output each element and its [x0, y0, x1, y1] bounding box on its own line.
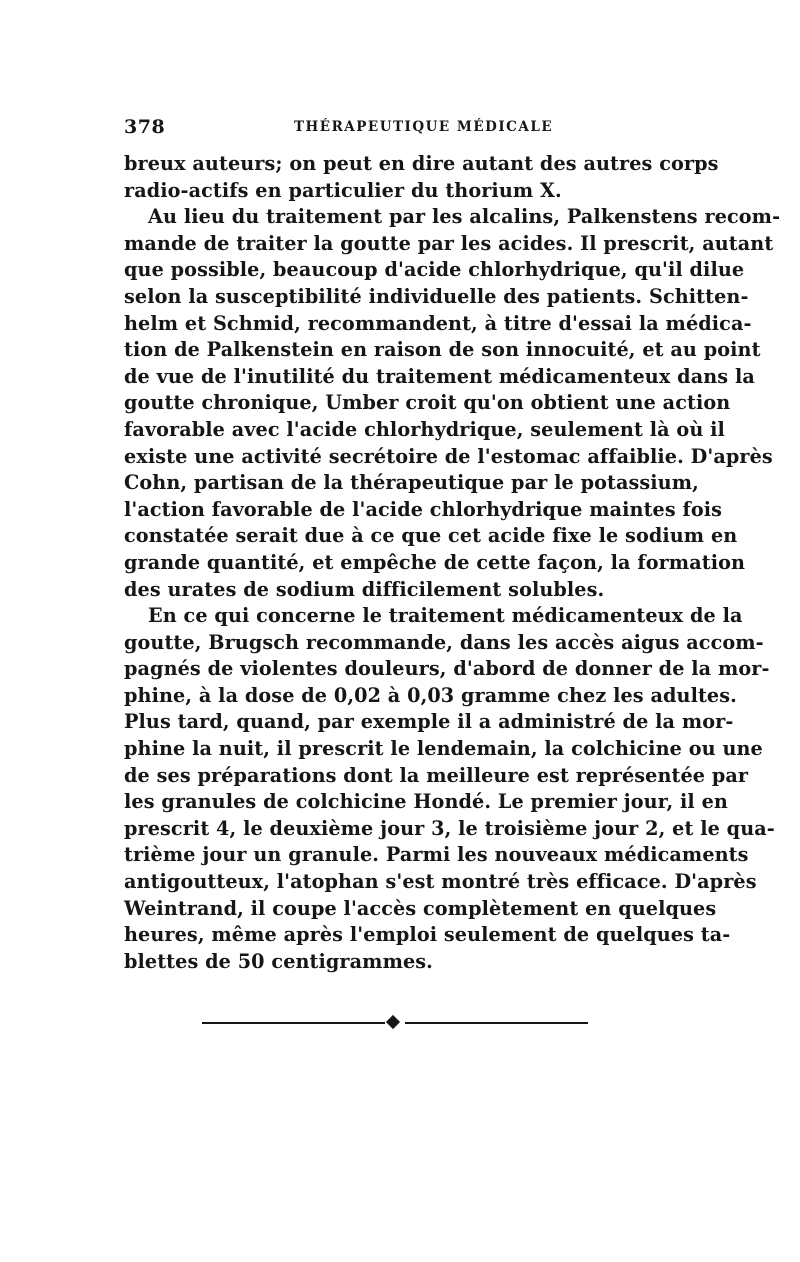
paragraph-2 — [124, 204, 781, 603]
text-line: breux auteurs; on peut en dire autant des autres corps — [124, 152, 719, 175]
page-header — [124, 116, 676, 140]
text-line: helm et Schmid, recommandent, à titre d'essai la médica- — [124, 311, 752, 335]
running-title: THÉRAPEUTIQUE MÉDICALE — [294, 119, 554, 135]
text-line: Cohn, partisan de la thérapeutique par le potassium, — [124, 471, 699, 495]
text-line: prescrit 4, le deuxième jour 3, le troisième jour 2, et le qua- — [124, 816, 775, 840]
text-line: Au lieu du traitement par les alcalins, Palkenstens recom- — [148, 205, 781, 229]
text-line: tion de Palkenstein en raison de son innocuité, et au point — [124, 338, 761, 362]
body-text — [124, 151, 781, 975]
text-line: grande quantité, et empêche de cette façon, la formation — [124, 550, 746, 574]
text-line: de ses préparations dont la meilleure est représentée par — [124, 763, 749, 787]
text-line: goutte chronique, Umber croit qu'on obtient une action — [124, 391, 731, 415]
text-line: blettes de 50 centigrammes. — [124, 949, 433, 973]
text-line: Plus tard, quand, par exemple il a administré de la mor- — [124, 710, 734, 734]
text-line: pagnés de violentes douleurs, d'abord de donner de la mor- — [124, 657, 770, 681]
text-line: de vue de l'inutilité du traitement médicamenteux dans la — [124, 364, 755, 388]
text-line: mande de traiter la goutte par les acides. Il prescrit, autant — [124, 231, 774, 255]
text-line: radio-actifs en particulier du thorium X. — [124, 178, 562, 202]
text-line: constatée serait due à ce que cet acide fixe le sodium en — [124, 524, 738, 548]
text-line: des urates de sodium difficilement solubles. — [124, 577, 605, 601]
text-line: goutte, Brugsch recommande, dans les accès aigus accom- — [124, 630, 764, 654]
section-end-ornament — [202, 1016, 588, 1030]
text-line: phine, à la dose de 0,02 à 0,03 gramme chez les adultes. — [124, 683, 737, 707]
paragraph-1 — [124, 151, 719, 204]
diamond-icon — [386, 1015, 400, 1029]
text-line: existe une activité secrétoire de l'estomac affaiblie. D'après — [124, 444, 773, 468]
page-number: 378 — [124, 116, 166, 138]
paragraph-3 — [124, 603, 775, 975]
text-line: En ce qui concerne le traitement médicamenteux de la — [148, 604, 743, 628]
text-line: les granules de colchicine Hondé. Le premier jour, il en — [124, 790, 728, 814]
text-line: que possible, beaucoup d'acide chlorhydrique, qu'il dilue — [124, 258, 745, 282]
text-line: trième jour un granule. Parmi les nouveaux médicaments — [124, 843, 749, 867]
text-line: Weintrand, il coupe l'accès complètement en quelques — [124, 896, 717, 920]
ornament-rule-left — [202, 1022, 385, 1024]
text-line: phine la nuit, il prescrit le lendemain, la colchicine ou une — [124, 737, 763, 761]
text-line: antigoutteux, l'atophan s'est montré très efficace. D'après — [124, 870, 757, 894]
text-line: selon la susceptibilité individuelle des patients. Schitten- — [124, 284, 749, 308]
ornament-rule-right — [405, 1022, 588, 1024]
text-line: favorable avec l'acide chlorhydrique, seulement là où il — [124, 417, 725, 441]
text-line: l'action favorable de l'acide chlorhydrique maintes fois — [124, 497, 723, 521]
text-line: heures, même après l'emploi seulement de quelques ta- — [124, 923, 731, 947]
